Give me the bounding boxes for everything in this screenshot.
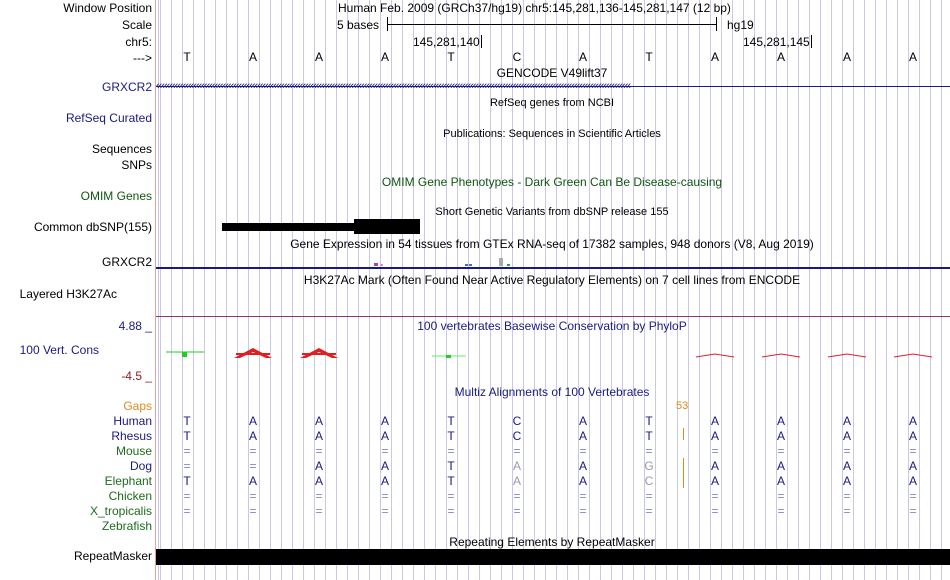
mouse-base: = [909,444,917,458]
label-common-dbsnp[interactable]: Common dbSNP(155) [33,220,152,234]
alignment-row-rhesus [156,429,950,443]
dog-base: A [314,459,324,473]
label-gtex-grxcr2[interactable]: GRXCR2 [101,255,152,269]
chicken-base: = [909,489,917,503]
human-base: A [248,414,258,428]
label-refseq-curated[interactable]: RefSeq Curated [65,111,152,125]
mouse-base: = [447,444,455,458]
gencode-intron-line[interactable]: ‹‹‹‹‹‹‹‹‹‹‹‹‹‹‹‹‹‹‹‹‹‹‹‹‹‹‹‹‹‹‹‹‹‹‹‹‹‹‹‹‹‹‹‹‹‹‹‹‹‹‹‹‹‹‹‹‹‹‹‹‹‹‹‹‹‹‹‹‹‹‹‹‹‹‹‹‹‹‹‹‹‹‹‹‹‹‹‹‹‹‹‹‹‹‹‹‹‹‹‹‹‹‹‹‹‹‹‹‹‹‹‹‹‹‹‹‹‹‹‹‹‹‹‹‹‹‹‹‹‹‹‹‹‹‹‹‹‹‹‹‹‹‹‹‹‹‹‹‹‹‹‹‹‹‹‹‹‹‹‹‹‹‹‹‹‹‹‹‹‹‹‹‹‹‹‹‹‹ [156,81,950,91]
label-100-vert-cons[interactable]: 100 Vert. Cons [19,343,99,357]
h3k27ac-baseline [156,316,950,317]
label-window-position: Window Position [63,1,152,15]
human-base: A [314,414,324,428]
elephant-base: A [776,474,786,488]
elephant-base: A [314,474,324,488]
rhesus-base: A [710,429,720,443]
chicken-base: = [249,489,257,503]
x-tropicalis-base: = [183,504,191,518]
base-5: T [447,50,455,64]
x-tropicalis-base: = [843,504,851,518]
alignment-row-mouse [156,444,950,458]
gtex-track-title[interactable]: Gene Expression in 54 tissues from GTEx RNA-seq of 17382 samples, 948 donors (V8, Aug 2019) [290,237,814,251]
mouse-base: = [711,444,719,458]
human-base: A [380,414,390,428]
mouse-base: = [579,444,587,458]
label-scale: Scale [121,18,152,32]
chicken-base: = [447,489,455,503]
publications-track-title[interactable]: Publications: Sequences in Scientific Articles [443,128,661,140]
base-4: A [380,50,390,64]
x-tropicalis-base: = [711,504,719,518]
chicken-base: = [513,489,521,503]
chicken-base: = [711,489,719,503]
dbsnp-track-title[interactable]: Short Genetic Variants from dbSNP release 155 [435,206,669,218]
human-base: T [183,414,191,428]
base-9: A [710,50,720,64]
label-layered-h3k27ac[interactable]: Layered H3K27Ac [19,287,117,301]
label-repeatmasker[interactable]: RepeatMasker [73,549,152,563]
repeatmasker-element-bar[interactable] [156,549,950,565]
human-base: A [578,414,588,428]
chicken-base: = [843,489,851,503]
elephant-base: A [710,474,720,488]
ruler-coordinate-2 [743,35,812,49]
label-gaps: Gaps [123,399,152,413]
elephant-base: A [512,474,522,488]
mouse-base: = [645,444,653,458]
elephant-base: T [183,474,191,488]
elephant-base: A [842,474,852,488]
phylop-max-value: 4.88 _ [118,319,152,333]
mouse-base: = [315,444,323,458]
chicken-base: = [381,489,389,503]
multiz-track-title[interactable]: Multiz Alignments of 100 Vertebrates [454,385,650,399]
track-labels-column [0,0,156,580]
base-7: A [578,50,588,64]
alignment-row-human [156,414,950,428]
gencode-track-title[interactable]: GENCODE V49lift37 [496,66,608,80]
dog-base: A [512,459,522,473]
rhesus-base: T [645,429,653,443]
rhesus-base: A [908,429,918,443]
mouse-base: = [513,444,521,458]
x-tropicalis-base: = [645,504,653,518]
rhesus-base: C [512,429,522,443]
gap-insertion-marker [683,428,684,440]
label-species-human[interactable]: Human [113,414,152,428]
rhesus-base: A [842,429,852,443]
rhesus-base: A [380,429,390,443]
gap-insertion-marker [683,458,684,488]
chicken-base: = [579,489,587,503]
mouse-base: = [183,444,191,458]
alignment-row-chicken [156,489,950,503]
rhesus-base: A [248,429,258,443]
scale-db: hg19 [727,18,754,32]
human-base: A [908,414,918,428]
label-species-chicken[interactable]: Chicken [108,489,152,503]
browser-track-area[interactable] [156,0,950,580]
x-tropicalis-base: = [777,504,785,518]
elephant-base: A [908,474,918,488]
phylop-track-title[interactable]: 100 vertebrates Basewise Conservation by PhyloP [417,319,687,333]
dbsnp-variant-block[interactable] [354,219,420,234]
x-tropicalis-base: = [381,504,389,518]
gtex-expression-bars[interactable] [156,256,950,269]
alignment-row-x-tropicalis [156,504,950,518]
human-base: A [842,414,852,428]
alignment-row-dog [156,459,950,473]
dog-base: T [447,459,455,473]
rhesus-base: T [183,429,191,443]
omim-track-title[interactable]: OMIM Gene Phenotypes - Dark Green Can Be Disease-causing [381,175,723,189]
label-species-x-tropicalis[interactable]: X_tropicalis [89,504,152,518]
label-species-mouse[interactable]: Mouse [115,444,152,458]
elephant-base: C [644,474,654,488]
elephant-base: T [447,474,455,488]
label-omim-genes[interactable]: OMIM Genes [80,189,152,203]
label-species-dog[interactable]: Dog [129,459,152,473]
elephant-base: A [248,474,258,488]
x-tropicalis-base: = [579,504,587,518]
dog-base: = [249,459,257,473]
base-1: T [183,50,191,64]
mouse-base: = [381,444,389,458]
dog-base: = [183,459,191,473]
dog-base: A [578,459,588,473]
x-tropicalis-base: = [447,504,455,518]
label-species-elephant[interactable]: Elephant [104,474,152,488]
h3k27ac-track-title[interactable]: H3K27Ac Mark (Often Found Near Active Regulatory Elements) on 7 cell lines from ENCODE [303,273,801,287]
ruler-coordinate-2-text: 145,281,145 [743,35,810,49]
mouse-base: = [249,444,257,458]
mouse-base: = [777,444,785,458]
label-sequences[interactable]: Sequences [91,142,152,156]
label-snps[interactable]: SNPs [121,158,152,172]
repeatmasker-track-title[interactable]: Repeating Elements by RepeatMasker [449,535,655,549]
rhesus-base: A [776,429,786,443]
rhesus-base: A [314,429,324,443]
label-chr: chr5: [125,35,152,49]
scale-label: 5 bases [337,18,380,32]
human-base: A [776,414,786,428]
elephant-base: A [578,474,588,488]
label-strand-arrow[interactable]: ---> [133,51,152,65]
dog-base: A [710,459,720,473]
mouse-base: = [843,444,851,458]
x-tropicalis-base: = [249,504,257,518]
human-base: C [512,414,522,428]
scale-bar [387,17,717,31]
rhesus-base: T [447,429,455,443]
gaps-value: 53 [676,400,689,412]
dog-base: A [776,459,786,473]
base-sequence-row [156,50,950,64]
base-2: A [248,50,258,64]
human-base: T [447,414,455,428]
base-10: A [776,50,786,64]
human-base: T [645,414,653,428]
ruler-coordinate-1 [413,35,482,49]
base-6: C [512,50,522,64]
dog-base: A [908,459,918,473]
elephant-base: A [380,474,390,488]
base-12: A [908,50,918,64]
label-species-zebrafish[interactable]: Zebrafish [101,519,152,533]
phylop-min-value: -4.5 _ [121,369,152,383]
chicken-base: = [183,489,191,503]
chicken-base: = [645,489,653,503]
ruler-coordinate-1-text: 145,281,140 [413,35,480,49]
base-8: T [645,50,653,64]
base-3: A [314,50,324,64]
x-tropicalis-base: = [909,504,917,518]
label-gencode-grxcr2[interactable]: GRXCR2 [101,80,152,94]
dog-base: G [644,459,654,473]
phylop-conservation-graph[interactable] [156,340,950,364]
dog-base: A [842,459,852,473]
x-tropicalis-base: = [315,504,323,518]
human-base: A [710,414,720,428]
chicken-base: = [315,489,323,503]
dog-base: A [380,459,390,473]
dbsnp-variant-bar[interactable] [222,223,354,231]
assembly-position-text: Human Feb. 2009 (GRCh37/hg19) chr5:145,281,136-145,281,147 (12 bp) [338,1,731,15]
rhesus-base: A [578,429,588,443]
refseq-track-title[interactable]: RefSeq genes from NCBI [489,97,615,109]
base-11: A [842,50,852,64]
alignment-row-elephant [156,474,950,488]
label-species-rhesus[interactable]: Rhesus [111,429,152,443]
x-tropicalis-base: = [513,504,521,518]
chicken-base: = [777,489,785,503]
